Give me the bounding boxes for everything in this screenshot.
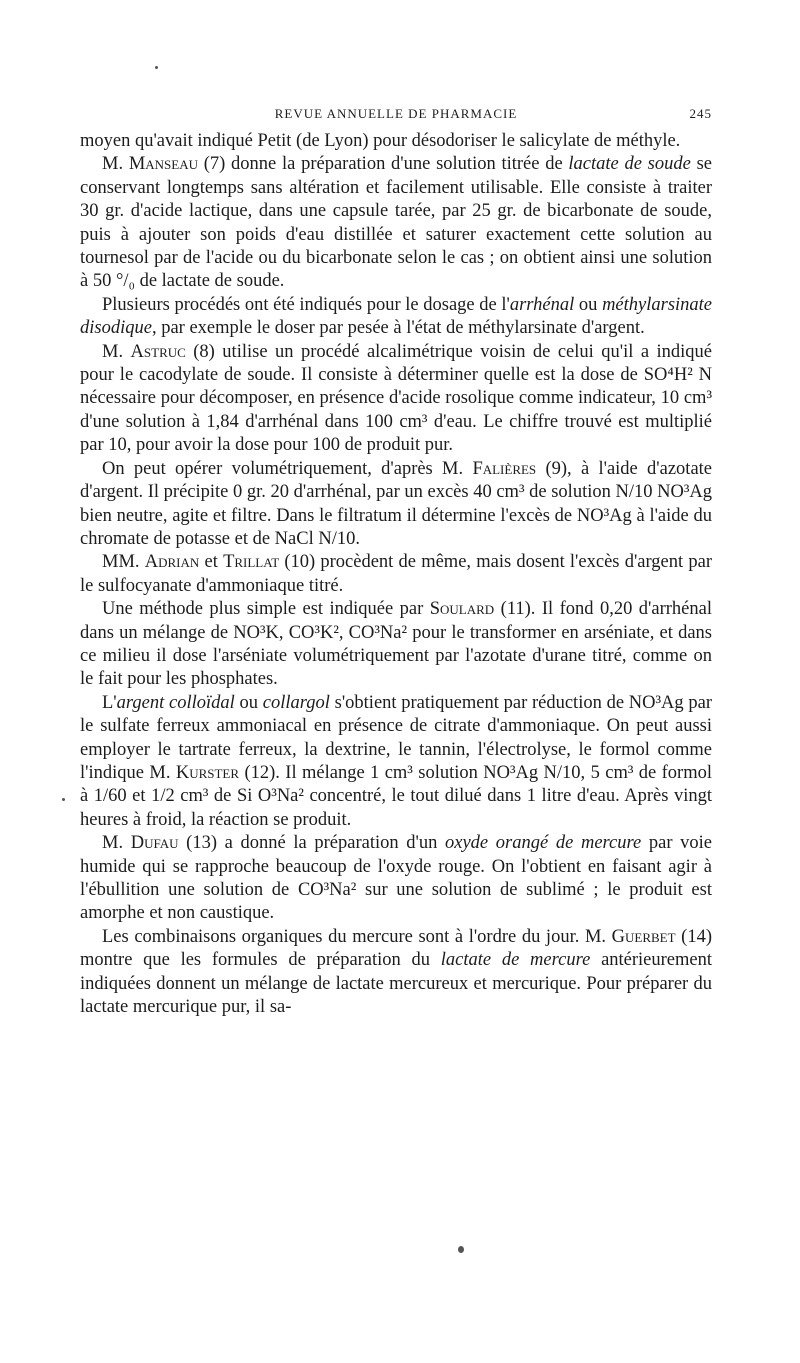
paragraph-falieres: On peut opérer volumétriquement, d'après M. Falières (9), à l'aide d'azotate d'argent. Il précipite 0 gr. 20 d'arrhénal, par un excès 40 cm³ de solution N/10 NO³Ag bien neutre, agite et filtre. Dans le filtratum il détermine l'excès de NO³Ag à l'aide du chromate de potasse et de NaCl N/10. [80, 458, 713, 549]
author-name: Astruc [130, 341, 186, 362]
paragraph-guerbet: Les combinaisons organiques du mercure sont à l'ordre du jour. M. Guerbet (14) montre que les formules de préparation du lactate de mercure antérieurement indiquées donnent un mélange de lactate mercureux et mercurique. Pour préparer du lactate mercurique pur, il sa- [80, 926, 713, 1018]
running-header [80, 96, 712, 122]
author-name: Dufau [130, 833, 179, 854]
compound-name: méthylarsinate disodique [80, 294, 713, 339]
paragraph-astruc: M. Astruc (8) utilise un procédé alcalimétrique voisin de celui qu'il a indiqué pour le cacodylate de soude. Il consiste à déterminer quelle est la dose de SO⁴H² N nécessaire pour décomposer, en présence d'acide rosolique comme indicateur, 10 cm³ d'une solution à 1,84 d'arrhénal dans 100 cm³ d'eau. Le chiffre trouvé est multiplié par 10, pour avoir la dose pour 100 de produit pur. [80, 341, 712, 456]
paragraph-arrhenal: Plusieurs procédés ont été indiqués pour le dosage de l'arrhénal ou méthylarsinate disodique, par exemple le doser par pesée à l'état de méthylarsinate d'argent. [80, 294, 713, 339]
compound-name: argent colloïdal [116, 692, 235, 713]
compound-name: arrhénal [509, 294, 575, 315]
paragraph-collargol: L'argent colloïdal ou collargol s'obtient pratiquement par réduction de NO³Ag par le sulfate ferreux ammoniacal en présence de citrate d'ammoniaque. On peut aussi employer le tartrate ferreux, la dextrine, le tannin, l'électrolyse, le formol comme l'indique M. Kurster (12). Il mélange 1 cm³ solution NO³Ag N/10, 5 cm³ de formol à 1/60 et 1/2 cm³ de Si O³Na² concentré, le tout dilué dans 1 litre d'eau. Après vingt heures à froid, la réaction se produit. [80, 692, 712, 830]
author-name: Manseau [128, 154, 198, 175]
author-name: Falières [472, 458, 537, 479]
document-page [80, 96, 712, 1019]
compound-name: lactate de mercure [440, 950, 591, 971]
author-name: Adrian [144, 552, 200, 573]
compound-name: oxyde orangé de mercure [445, 833, 642, 854]
print-speck-top [155, 66, 158, 69]
paragraph-continuation: moyen qu'avait indiqué Petit (de Lyon) pour désodoriser le salicylate de méthyle. [80, 131, 681, 151]
author-name: Guerbet [611, 926, 676, 947]
paragraph-adrian-trillat: MM. Adrian et Trillat (10) procèdent de même, mais dosent l'excès d'argent par le sulfocyanate d'ammoniaque titré. [80, 552, 712, 596]
print-speck-left [62, 798, 65, 801]
author-name: Soulard [429, 599, 495, 620]
paragraph-dufau: M. Dufau (13) a donné la préparation d'un oxyde orangé de mercure par voie humide qui se rapproche beaucoup de l'oxyde rouge. On l'obtient en faisant agir à l'ébullition une solution de CO³Na² sur une solution de sublimé ; le produit est amorphe et non caustique. [80, 833, 713, 924]
paragraph-soulard: Une méthode plus simple est indiquée par Soulard (11). Il fond 0,20 d'arrhénal dans un mélange de NO³K, CO³K², CO³Na² pour le transformer en arséniate, et dans ce milieu il dose l'arséniate volumétriquement par l'azotate d'urane titré, comme on le fait pour les phosphates. [80, 599, 712, 690]
print-speck-bottom [458, 1246, 464, 1253]
author-name: Trillat [223, 552, 280, 573]
header-title: REVUE ANNUELLE DE PHARMACIE [274, 106, 518, 121]
compound-name: collargol [262, 692, 330, 713]
author-name: Kurster [175, 762, 240, 783]
page-number: 245 [689, 106, 712, 121]
compound-name: lactate de soude [568, 154, 691, 175]
paragraph-manseau: M. Manseau (7) donne la préparation d'une solution titrée de lactate de soude se conservant longtemps sans altération et facilement utilisable. Elle consiste à traiter 30 gr. d'acide lactique, dans une capsule tarée, par 25 gr. de bicarbonate de soude, puis à ajouter son poids d'eau distillée et saturer exactement cette solution au tournesol par de l'acide ou du bicarbonate selon le cas ; on obtient ainsi une solution à 50 °/₀ de lactate de soude. [80, 154, 712, 292]
